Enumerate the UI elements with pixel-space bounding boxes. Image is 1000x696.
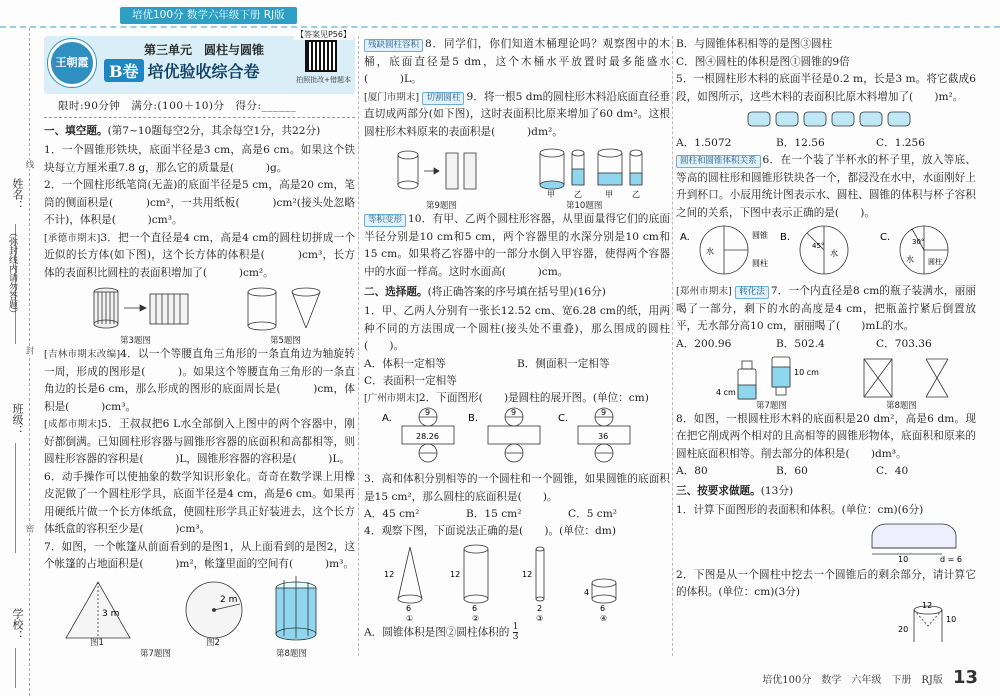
net-c-diameter: 9 bbox=[601, 408, 607, 417]
choice-4-option-c[interactable]: C．图④圆柱的体积是图①圆锥的9倍 bbox=[676, 55, 850, 68]
column-divider bbox=[672, 36, 673, 656]
cylinder3-diameter: 2 bbox=[537, 603, 543, 613]
net-b-diameter: 9 bbox=[511, 408, 517, 417]
page-number: 13 bbox=[952, 667, 978, 688]
choice-4-option-a[interactable] bbox=[364, 623, 670, 642]
question-1: 1．一个圆锥形铁块，底面半径是3 cm，高是6 cm。如果这个铁块每立方厘米重7.8 g，那么它的质量是( )g。 bbox=[44, 144, 355, 174]
half-cylinder-figure bbox=[676, 520, 976, 564]
answer-reference: 【答案见P56】 bbox=[295, 30, 351, 39]
figures-c7-c8 bbox=[676, 353, 976, 411]
choice-2-text: 2．下面图形( )是圆柱的展开图。(单位：cm) bbox=[418, 391, 649, 404]
figure-1-caption: 图1 bbox=[90, 637, 104, 648]
page-footer bbox=[762, 667, 978, 688]
tent-height-label: 3 m bbox=[102, 608, 120, 619]
option-c[interactable]: C．表面积一定相等 bbox=[364, 374, 457, 387]
question-5 bbox=[44, 416, 355, 469]
meta-divider bbox=[44, 117, 355, 118]
choice-1-options-2 bbox=[364, 373, 670, 390]
section-2-title bbox=[364, 285, 670, 300]
choice-2 bbox=[364, 390, 670, 408]
choice-5-options bbox=[676, 135, 976, 152]
figure-index: ② bbox=[472, 613, 480, 623]
question-7: 7．如图，一个帐篷从前面看到的是图1，从上面看到的是图2，这个帐篷的占地面积是( )m²，帐篷里面的空间有( )m³。 bbox=[44, 540, 355, 570]
cone-and-cylinders bbox=[364, 541, 670, 623]
figure-height-label: 20 bbox=[898, 624, 909, 634]
choice-2-figures bbox=[364, 407, 670, 471]
net-c-length: 36 bbox=[598, 432, 609, 441]
column-2 bbox=[364, 36, 670, 662]
cylinder-nets bbox=[364, 407, 670, 471]
unit-title: 第三单元 圆柱与圆锥 bbox=[144, 43, 265, 57]
choice-7 bbox=[676, 283, 976, 336]
choice-5: 5．一根圆柱形木料的底面半径是0.2 m，长是3 m。将它截成6段，如图所示，这些木料的表面积比原木料增加了( )m²。 bbox=[676, 73, 976, 103]
option-b[interactable]: B．侧面积一定相等 bbox=[517, 357, 610, 370]
exam-title-text: 培优验收综合卷 bbox=[147, 62, 260, 81]
cone-height: 12 bbox=[384, 569, 395, 579]
question-10-text: 10．有甲、乙两个圆柱形容器，从里面量得它们的底面半径分别是10 cm和5 cm，两个容器里的水深分别是10 cm和15 cm。如果将乙容器中的一部分水倒入甲容器，使得两个容器中的水面一样高。这时水面高( )cm。 bbox=[364, 213, 670, 278]
option-c[interactable]: C．5 cm² bbox=[568, 508, 618, 520]
column-divider bbox=[358, 36, 359, 656]
figure-3-caption: 第3题图 bbox=[120, 336, 151, 346]
pie-option-label: A. bbox=[680, 232, 690, 243]
choice-4-figures bbox=[364, 541, 670, 623]
option-b[interactable]: B．12.56 bbox=[776, 137, 825, 149]
option-a-text: A．圆锥体积是图②圆柱体积的 bbox=[364, 626, 510, 638]
figure-8-caption: 第8题图 bbox=[276, 648, 307, 659]
school-write-line[interactable] bbox=[15, 648, 16, 688]
pie-b-water: 水 bbox=[830, 249, 838, 258]
option-a[interactable]: A．200.96 bbox=[676, 337, 732, 350]
question-4 bbox=[44, 346, 355, 416]
figures-7-8 bbox=[44, 574, 355, 658]
question-2: 2．一个圆柱形纸笔筒(无盖)的底面半径是5 cm，高是20 cm，笔筒的侧面积是( )cm²，一共用纸板( )cm²(接头处忽略不计)，体积是( )cm³。 bbox=[44, 179, 355, 226]
question-3-text: 3．把一个直径是4 cm，高是4 cm的圆柱切拼成一个近似的长方体(如下图)，这个长方体的体积是( )cm³，长方体的表面积比圆柱的表面积增加了( )cm²。 bbox=[44, 231, 355, 279]
brand-logo: 王朝霞 bbox=[48, 39, 96, 87]
net-option-label: A. bbox=[382, 413, 392, 424]
school-label: 学校： bbox=[11, 608, 24, 641]
pie-c-water: 水 bbox=[906, 255, 914, 264]
figure-cylinder-cut-and-cone bbox=[44, 282, 355, 334]
net-option-label: B. bbox=[468, 413, 479, 424]
question-3-source: [承德市期末] bbox=[44, 232, 101, 244]
choice-8: 8．如图，一根圆柱形木料的底面积是20 dm²，高是6 dm。现在把它削成两个相对的且高相等的圆锥形物体，底面积和原来的圆柱底面积相等。削去部分的体积是( )dm³。 bbox=[676, 412, 976, 460]
pie-a-cylinder: 圆柱 bbox=[752, 259, 768, 268]
question-8 bbox=[364, 36, 670, 89]
section-3-note: (13分) bbox=[760, 485, 794, 497]
pie-c-cylinder: 圆柱 bbox=[928, 258, 942, 266]
choice-4: 4．观察下图，下面说法正确的是( )。(单位：dm) bbox=[364, 525, 616, 537]
section-2-heading: 二、选择题。 bbox=[364, 286, 428, 298]
cylinder4-diameter: 6 bbox=[600, 603, 606, 613]
choice-6 bbox=[676, 152, 976, 222]
cylinder2-height: 12 bbox=[450, 569, 461, 579]
figure-5-caption: 第5题图 bbox=[270, 336, 301, 346]
net-a-diameter: 9 bbox=[425, 408, 431, 417]
container-label: 甲 bbox=[547, 190, 555, 199]
cylinder-minus-cone-figure bbox=[676, 602, 976, 648]
cylinder2-diameter: 6 bbox=[472, 603, 478, 613]
choice-1: 1．甲、乙两人分别有一张长12.52 cm、宽6.28 cm的纸，用两种不同的方法围成一个圆柱(接头处不重叠)，那么围成的圆柱( )。 bbox=[364, 305, 670, 352]
top-bar bbox=[0, 0, 1000, 28]
figures-9-10 bbox=[364, 141, 670, 211]
option-a[interactable]: A．80 bbox=[676, 465, 708, 477]
student-name-label: 姓名： bbox=[11, 178, 24, 211]
problem-2: 2．下图是从一个圆柱中挖去一个圆锥后的剩余部分，请计算它的体积。(单位：cm)(3分) bbox=[676, 568, 976, 598]
figure-index: ③ bbox=[536, 613, 544, 623]
question-10-tag: 等积变形 bbox=[364, 214, 406, 227]
option-b[interactable]: B．502.4 bbox=[776, 337, 825, 350]
binding-dashed-line bbox=[29, 28, 30, 696]
container-label: 甲 bbox=[605, 190, 613, 199]
exam-title bbox=[104, 59, 260, 82]
pie-a-cone: 圆锥 bbox=[752, 231, 768, 240]
container-label: 乙 bbox=[574, 190, 582, 199]
cylinder3-height: 12 bbox=[522, 569, 533, 579]
net-option-label: C. bbox=[558, 413, 569, 424]
figure-c8-caption: 第8题图 bbox=[886, 400, 917, 411]
book-title-band: 培优100分 数学六年级下册 RJ版 bbox=[120, 7, 297, 24]
pie-c-angle: 30° bbox=[912, 238, 925, 246]
half-cylinder-diameter: d = 6 bbox=[940, 554, 962, 564]
cut-log-figure bbox=[676, 106, 976, 132]
binding-margin bbox=[0, 28, 40, 696]
question-9-text: 9．将一根5 dm的圆柱形木料沿底面直径垂直切成两部分(如下图)，这时表面积比原来增加了60 dm²。这根圆柱形木料原来的表面积是( )dm²。 bbox=[364, 90, 670, 138]
cone-depth-label: 10 bbox=[946, 614, 957, 624]
exam-meta: 限时:90分钟 满分:(100＋10)分 得分:______ bbox=[58, 100, 297, 112]
tent-radius-label: 2 m bbox=[220, 594, 238, 605]
fraction bbox=[513, 623, 519, 642]
sealing-note: （弥封线内请勿答题） bbox=[7, 228, 17, 318]
figure-7-caption: 第7题图 bbox=[140, 648, 171, 659]
option-a[interactable]: A．体积一定相等 bbox=[364, 357, 446, 370]
column-3 bbox=[676, 36, 976, 662]
option-b[interactable]: B．15 cm² bbox=[466, 508, 522, 520]
question-5-text: 5．王叔叔把6 L水全部倒入上图中的两个容器中，刚好都倒满。已知圆柱形容器与圆锥形容器的底面积和高都相等，则圆柱形容器的容积是( )L，圆锥形容器的容积是( )L。 bbox=[44, 418, 355, 465]
choice-6-tag: 圆柱和圆锥体积关系 bbox=[676, 155, 761, 168]
cone-diameter: 6 bbox=[406, 603, 412, 613]
problem-1: 1．计算下面图形的表面积和体积。(单位：cm)(6分) bbox=[676, 504, 924, 516]
empty-height-label: 10 cm bbox=[794, 367, 819, 377]
net-a-length: 28.26 bbox=[416, 432, 439, 441]
pie-option-label: B. bbox=[780, 232, 791, 243]
section-1-note: (第7~10题每空2分，其余每空1分，共22分) bbox=[107, 125, 321, 137]
question-8-tag: 残缺圆柱容积 bbox=[364, 39, 423, 52]
choice-3: 3．高和体积分别相等的一个圆柱和一个圆锥，如果圆锥的底面积是15 cm²，那么圆柱的底面积是( )。 bbox=[364, 473, 670, 503]
question-10 bbox=[364, 211, 670, 281]
choice-3-options bbox=[364, 506, 670, 523]
binding-word-secret: 密 bbox=[24, 524, 34, 533]
half-cylinder-length: 10 bbox=[898, 554, 909, 564]
figure-c7-caption: 第7题图 bbox=[756, 400, 787, 411]
question-5-source: [成都市期末] bbox=[44, 419, 101, 430]
bottles-and-double-cone bbox=[676, 353, 976, 401]
section-2-note: (将正确答案的序号填在括号里)(16分) bbox=[427, 286, 606, 298]
question-9 bbox=[364, 89, 670, 142]
question-9-source: [厦门市期末] bbox=[364, 91, 420, 103]
option-a[interactable]: A．1.5072 bbox=[676, 137, 732, 149]
figure-split-cylinder-and-containers bbox=[364, 141, 670, 199]
binding-word-line: 线 bbox=[24, 160, 34, 169]
pie-option-label: C. bbox=[880, 232, 891, 243]
footer-book-info: 培优100分 数学 六年级 下册 RJ版 bbox=[762, 675, 943, 686]
fraction-denominator: 3 bbox=[512, 631, 519, 642]
choice-7-tag: 转化法 bbox=[735, 286, 769, 299]
figures-3-5 bbox=[44, 282, 355, 346]
cylinder4-height: 4 bbox=[584, 587, 590, 597]
option-c[interactable]: C．703.36 bbox=[876, 337, 932, 350]
figure-2-caption: 图2 bbox=[206, 637, 220, 648]
binding-word-seal: 封 bbox=[24, 346, 34, 355]
section-3-heading: 三、按要求做题。 bbox=[676, 485, 761, 497]
choice-7-options bbox=[676, 336, 976, 353]
figure-width-label: 12 bbox=[922, 601, 933, 610]
choice-8-options bbox=[676, 463, 976, 480]
container-label: 乙 bbox=[632, 190, 640, 199]
choice-4-option-b[interactable]: B．与圆锥体积相等的是图③圆柱 bbox=[676, 38, 833, 50]
section-1-heading: 一、填空题。 bbox=[44, 125, 108, 137]
water-height-label: 4 cm bbox=[716, 387, 736, 397]
class-write-line[interactable] bbox=[15, 443, 16, 553]
option-a[interactable]: A．45 cm² bbox=[364, 508, 420, 520]
question-4-source: [吉林市期末改编] bbox=[44, 349, 121, 360]
class-label: 班级： bbox=[11, 403, 24, 436]
question-4-text: 4．以一个等腰直角三角形的一条直角边为轴旋转一周，形成的图形是( )。如果这个等腰直角三角形的一条直角边的长是6 cm，那么形成的图形的底面周长是( )cm，体积是( )cm³。 bbox=[44, 348, 355, 413]
figure-9-caption: 第9题图 bbox=[426, 201, 457, 211]
volume-badge: B卷 bbox=[104, 59, 144, 82]
pie-b-angle: 45° bbox=[812, 242, 825, 250]
option-c[interactable]: C．1.256 bbox=[876, 137, 926, 149]
choice-6-text: 6．在一个装了半杯水的杯子里，放入等底、等高的圆柱形和圆锥形铁块各一个，都浸没在水中，水面刚好上升到杯口。小辰用统计图表示水、圆柱、圆锥的体积与杯子容积之间的关系，下图中表示正确的是( )。 bbox=[676, 154, 976, 219]
qr-caption: 拍照批改+错题本 bbox=[296, 76, 351, 84]
question-3 bbox=[44, 230, 355, 283]
qr-code-icon[interactable] bbox=[305, 40, 337, 72]
choice-2-source: [广州市期末] bbox=[364, 392, 419, 404]
choice-7-source: [郑州市期末] bbox=[676, 286, 732, 297]
question-8-text: 8．同学们，你们知道木桶理论吗？观察图中的木桶，底面直径是5 dm，这个木桶水平放置时最多能盛水( )L。 bbox=[364, 38, 670, 85]
fraction-numerator: 1 bbox=[512, 621, 519, 632]
pie-charts bbox=[676, 222, 976, 280]
question-6: 6．动手操作可以使抽象的数学知识形象化。奇奇在数学课上用橡皮泥做了一个圆柱形学具，底面半径是4 cm，高是6 cm。如果再用硬纸片做一个长方体纸盒，使圆柱形学具正好装进去，这个长方体纸盒的容积至少是( )cm³。 bbox=[44, 470, 355, 535]
option-c[interactable]: C．40 bbox=[876, 465, 909, 477]
column-1 bbox=[44, 30, 355, 662]
section-3-title bbox=[676, 484, 976, 499]
exam-header bbox=[44, 30, 355, 94]
figure-10-caption: 第10题图 bbox=[566, 201, 603, 211]
section-1-title bbox=[44, 124, 355, 139]
figure-index: ④ bbox=[600, 613, 608, 623]
question-9-tag: 切割圆柱 bbox=[422, 92, 464, 105]
choice-7-text: 7．一个内直径是8 cm的瓶子装满水，丽丽喝了一部分，剩下的水的高度是4 cm，把瓶盖拧紧后倒置放平，无水部分高10 cm，丽丽喝了( )mL的水。 bbox=[676, 285, 976, 332]
figure-index: ① bbox=[406, 613, 414, 623]
choice-1-options bbox=[364, 356, 670, 373]
pie-a-water: 水 bbox=[706, 247, 714, 256]
option-b[interactable]: B．60 bbox=[776, 465, 808, 477]
